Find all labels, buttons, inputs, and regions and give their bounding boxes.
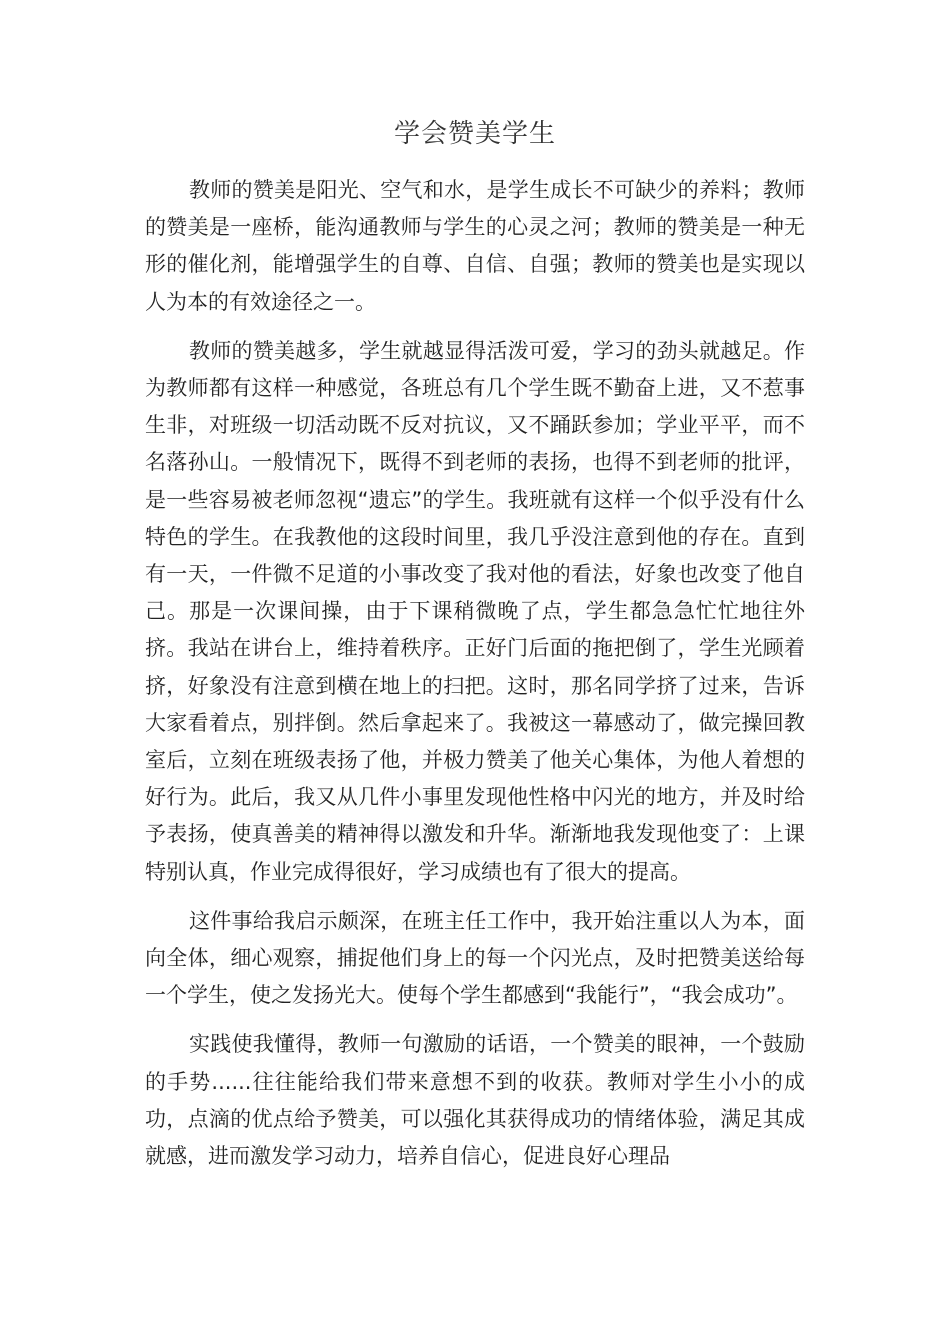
- paragraph-3: 这件事给我启示颇深，在班主任工作中，我开始注重以人为本，面向全体，细心观察，捕捉他们身上的每一个闪光点，及时把赞美送给每一个学生，使之发扬光大。使每个学生都感到“我能行”，“我会成功”。: [145, 908, 805, 1008]
- paragraph-1: 教师的赞美是阳光、空气和水，是学生成长不可缺少的养料；教师的赞美是一座桥，能沟通教师与学生的心灵之河；教师的赞美是一种无形的催化剂，能增强学生的自尊、自信、自强；教师的赞美也是实现以人为本的有效途径之一。: [145, 178, 805, 314]
- paragraph-2: 教师的赞美越多，学生就越显得活泼可爱，学习的劲头就越足。作为教师都有这样一种感觉，各班总有几个学生既不勤奋上进，又不惹事生非，对班级一切活动既不反对抗议，又不踊跃参加；学业平平，而不名落孙山。一般情况下，既得不到老师的表扬，也得不到老师的批评，是一些容易被老师忽视“遗忘”的学生。我班就有这样一个似乎没有什么特色的学生。在我教他的这段时间里，我几乎没注意到他的存在。直到有一天，一件微不足道的小事改变了我对他的看法，好象也改变了他自己。那是一次课间操，由于下课稍微晚了点，学生都急急忙忙地往外挤。我站在讲台上，维持着秩序。正好门后面的拖把倒了，学生光顾着挤，好象没有注意到横在地上的扫把。这时，那名同学挤了过来，告诉大家看着点，别拌倒。然后拿起来了。我被这一幕感动了，做完操回教室后，立刻在班级表扬了他，并极力赞美了他关心集体，为他人着想的好行为。此后，我又从几件小事里发现他性格中闪光的地方，并及时给予表扬，使真善美的精神得以激发和升华。渐渐地我发现他变了：上课特别认真，作业完成得很好，学习成绩也有了很大的提高。: [145, 338, 805, 884]
- document-title: 学会赞美学生: [393, 119, 556, 149]
- document-body: [145, 172, 805, 1187]
- paragraph-4: 实践使我懂得，教师一句激励的话语，一个赞美的眼神，一个鼓励的手势......往往能给我们带来意想不到的收获。教师对学生小小的成功，点滴的优点给予赞美，可以强化其获得成功的情绪体验，满足其成就感，进而激发学习动力，培养自信心，促进良好心理品: [145, 1032, 805, 1169]
